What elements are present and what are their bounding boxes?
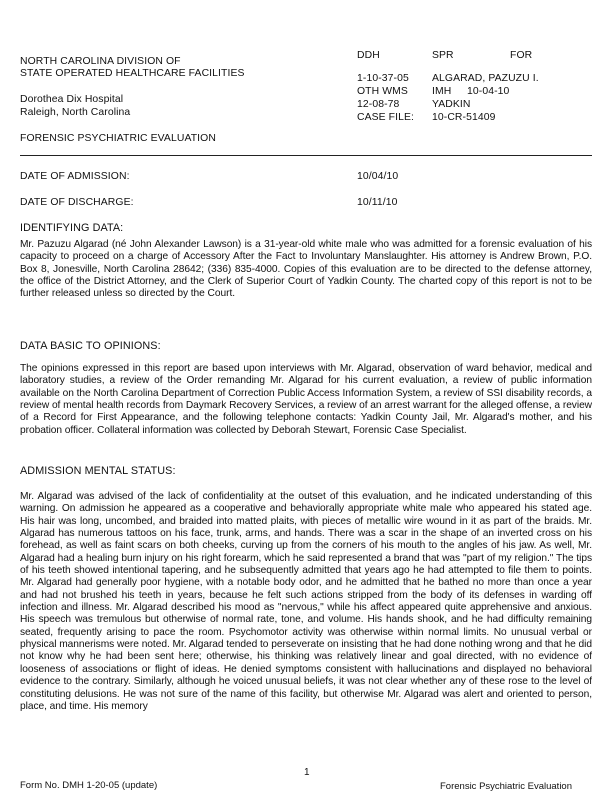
col-ddh: DDH bbox=[357, 50, 380, 61]
county: YADKIN bbox=[432, 99, 471, 110]
imh-date: 10-04-10 bbox=[467, 86, 510, 97]
footer-report-name: Forensic Psychiatric Evaluation bbox=[440, 781, 572, 792]
col-for: FOR bbox=[510, 50, 533, 61]
oth-wms: OTH WMS bbox=[357, 86, 408, 97]
data-basis-paragraph: The opinions expressed in this report are based upon interviews with Mr. Algarad, observation of ward behavior, medical and laboratory studies, a review of the Order remanding Mr. Algarad for his current evaluation, a review of public information available on the North Carolina Department of Correction Public Access Information System, a review of SSI disability records, a review of mental health records from Daymark Recovery Services, a review of an arrest warrant for the alleged offense, a review of a Record for First Appearance, and the following telephone contacts: Yadkin County Jail, Mr. Algarad's mother, and his probation officer. Collateral information was collected by Deborah Stewart, Forensic Case Specialist. bbox=[20, 363, 592, 436]
form-number: Form No. DMH 1-20-05 (update) bbox=[20, 780, 158, 791]
imh-label: IMH bbox=[432, 86, 452, 97]
page-number: 1 bbox=[304, 767, 310, 778]
admission-label: DATE OF ADMISSION: bbox=[20, 171, 130, 182]
hospital-name: Dorothea Dix Hospital bbox=[20, 94, 124, 105]
agency-line-1: NORTH CAROLINA DIVISION OF bbox=[20, 56, 181, 67]
col-spr: SPR bbox=[432, 50, 454, 61]
discharge-label: DATE OF DISCHARGE: bbox=[20, 197, 134, 208]
mental-status-heading: ADMISSION MENTAL STATUS: bbox=[20, 465, 176, 477]
admission-date: 10/04/10 bbox=[357, 171, 399, 182]
case-file-label: CASE FILE: bbox=[357, 112, 415, 123]
identifying-paragraph: Mr. Pazuzu Algarad (né John Alexander Lawson) is a 31-year-old white male who was admitted for a forensic evaluation of his capacity to proceed on a charge of Accessory After the Fact to Involuntary Manslaughter. His attorney is Andrew Brown, P.O. Box 8, Jonesville, North Carolina 28642; (336) 835-4000. Copies of this evaluation are to be directed to the defense attorney, the office of the District Attorney, and the Clerk of Superior Court of Yadkin County. The charted copy of this report is not to be further released unless so directed by the Court. bbox=[20, 239, 592, 300]
date-of-birth: 12-08-78 bbox=[357, 99, 400, 110]
report-title: FORENSIC PSYCHIATRIC EVALUATION bbox=[20, 133, 216, 144]
patient-name: ALGARAD, PAZUZU I. bbox=[432, 73, 539, 84]
case-file-number: 10-CR-51409 bbox=[432, 112, 496, 123]
data-basis-heading: DATA BASIC TO OPINIONS: bbox=[20, 340, 161, 352]
agency-line-2: STATE OPERATED HEALTHCARE FACILITIES bbox=[20, 68, 245, 79]
hospital-city: Raleigh, North Carolina bbox=[20, 107, 131, 118]
identifying-heading: IDENTIFYING DATA: bbox=[20, 222, 124, 234]
id-number: 1-10-37-05 bbox=[357, 73, 409, 84]
header-divider bbox=[20, 155, 592, 156]
mental-status-paragraph: Mr. Algarad was advised of the lack of confidentiality at the outset of this evaluation, and he indicated understanding of this warning. On admission he appeared as a cooperative and behaviorally appropriate white male who appeared his stated age. His hair was long, uncombed, and braided into matted plaits, with pieces of metallic wire wound in it as part of the braids. Mr. Algarad has numerous tattoos on his face, trunk, arms, and hands. There was a scar in the shape of an inverted cross on his forehead, as well as faint scars on both cheeks, curving up from the corners of his mouth to the angles of his jaw. As well, Mr. Algarad had a healing burn injury on his right forearm, which he said represented a brand that was "part of my religion." The tips of his teeth showed intentional tapering, and he subsequently admitted that years ago he had attempted to file them to points. Mr. Algarad had generally poor hygiene, with a notable body odor, and he admitted that he bathed no more than once a year and had not brushed his teeth in years, because he felt such actions stripped from the body of its defenses in warding off infection and illness. Mr. Algarad described his mood as "nervous," while his affect appeared quite apprehensive and anxious. His speech was tremulous but otherwise of normal rate, tone, and volume. His hands shook, and he had difficulty remaining seated, frequently arising to pace the room. Psychomotor activity was otherwise within normal limits. No unusual verbal or physical mannerisms were noted. Mr. Algarad tended to perseverate on insisting that he had done nothing wrong and that he did not know why he had been sent here; otherwise, his thinking was relatively linear and goal directed, with no evidence of looseness of associations or flight of ideas. He denied symptoms consistent with hallucinations and displayed no behavioral evidence to the contrary. Similarly, although he voiced unusual beliefs, it was not clear whether any of these rose to the level of constituting delusions. He was not sure of the name of this facility, but otherwise Mr. Algarad was alert and oriented to person, place, and time. His memory bbox=[20, 491, 592, 712]
discharge-date: 10/11/10 bbox=[357, 197, 398, 208]
